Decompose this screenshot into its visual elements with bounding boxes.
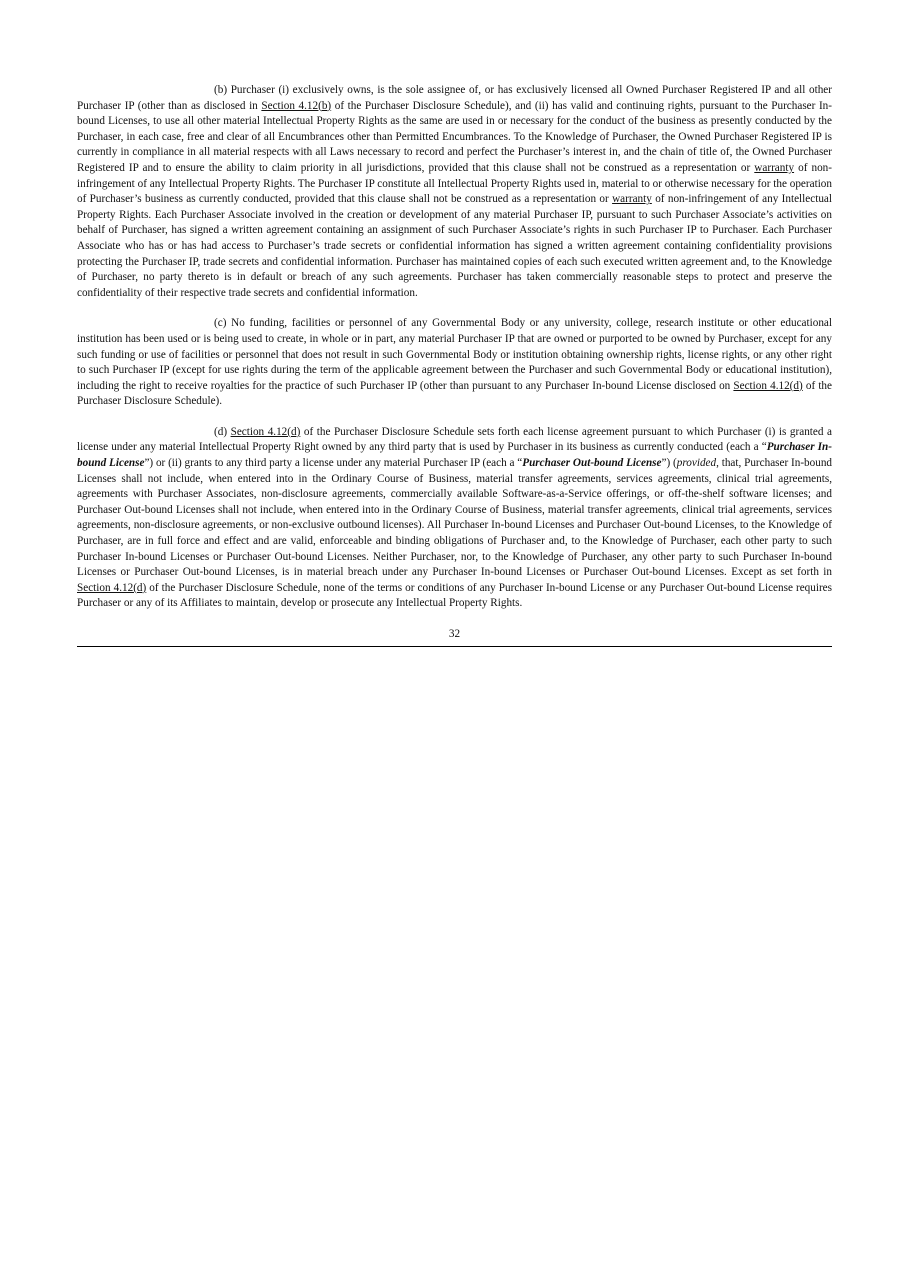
footer-divider xyxy=(77,646,832,647)
document-page xyxy=(77,83,832,647)
paragraph-d-text-1: (d) xyxy=(214,425,231,438)
paragraph-b-text-4: of non-infringement of any Intellectual Property Rights. Each Purchaser Associate involved in the creation or development of any material Purchaser IP, pursuant to such Purchaser Associate’s activities on behalf of Purchaser, has signed a written agreement containing an assignment of such Purchaser Associate’s rights in such Purchaser IP to Purchaser. Each Purchaser Associate who has or has had access to Purchaser’s trade secrets or confidential information has signed a written agreement containing confidentiality provisions protecting the Purchaser IP, trade secrets and confidential information. Purchaser has maintained copies of each such executed written agreement and, to the Knowledge of Purchaser, no party thereto is in default or breach of any such agreements. Purchaser has taken commercially reasonable steps to protect and preserve the confidentiality of their respective trade secrets and confidential information. xyxy=(77,193,832,299)
paragraph-c-text-1: (c) No funding, facilities or personnel of any Governmental Body or any university, college, research institute or other educational institution has been used or is being used to create, in whole or in part, any material Purchaser IP that are owned or purported to be owned by Purchaser, except for any such funding or use of facilities or personnel that does not result in such Governmental Body or institution obtaining ownership rights, license rights, or any other right to such Purchaser IP (except for use rights during the term of the applicable agreement between the Purchaser and such Governmental Body or educational institution), including the right to receive royalties for the practice of such Purchaser IP (other than pursuant to any Purchaser In-bound License disclosed on xyxy=(77,317,832,392)
paragraph-d xyxy=(77,425,832,612)
section-4-12-d-reference: Section 4.12(d) xyxy=(230,425,301,438)
paragraph-b-text-2: of the Purchaser Disclosure Schedule), and (ii) has valid and continuing rights, pursuant to the Purchaser In-bound Licenses, to use all other material Intellectual Property Rights as the same are used in or necessary for the conduct of the business as presently conducted by the Purchaser, in each case, free and clear of all Encumbrances other than Permitted Encumbrances. To the Knowledge of Purchaser, the Owned Purchaser Registered IP is currently in compliance in all material respects with all Laws necessary to record and perfect the Purchaser’s interest in, and the chain of title of, the Owned Purchaser Registered IP and to ensure the ability to claim priority in all jurisdictions, provided that this clause shall not be construed as a representation or xyxy=(77,99,832,174)
defined-term-in-bound-license: Purchaser In-bound License xyxy=(77,441,832,470)
page-number: 32 xyxy=(448,628,461,640)
warranty-reference-2: warranty xyxy=(612,193,652,206)
warranty-reference-1: warranty xyxy=(754,161,795,174)
paragraph-c-text-2: of the Purchaser Disclosure Schedule). xyxy=(77,379,832,408)
defined-term-out-bound-license: Purchaser Out-bound License xyxy=(522,457,662,470)
paragraph-c xyxy=(77,316,832,410)
section-4-12-d-reference: Section 4.12(d) xyxy=(77,581,147,594)
paragraph-d-text-3: ”) or (ii) grants to any third party a license under any material Purchaser IP (each a “ xyxy=(144,457,523,470)
paragraph-d-text-5: , that, Purchaser In-bound Licenses shall not include, when entered into in the Ordinary Course of Business, material transfer agreements, services agreements, clinical trial agreements, agreements with Purchaser Associates, non-disclosure agreements, commercially available Software-as-a-Service offerings, or off-the-shelf software licenses; and Purchaser Out-bound Licenses shall not include, when entered into in the Ordinary Course of Business, material transfer agreements, clinical trial agreements, services agreements, non-disclosure agreements, or non-exclusive outbound licenses). All Purchaser In-bound Licenses and Purchaser Out-bound Licenses, to the Knowledge of Purchaser, are in full force and effect and are valid, enforceable and binding obligations of Purchaser and, to the Knowledge of Purchaser, each other party to such Purchaser In-bound Licenses or Purchaser Out-bound Licenses. Neither Purchaser, nor, to the Knowledge of Purchaser, any other party to such Purchaser In-bound Licenses or Purchaser Out-bound Licenses, is in material breach under any Purchaser In-bound Licenses or Purchaser Out-bound Licenses. Except as set forth in xyxy=(77,457,833,579)
paragraph-b-text-3: of non-infringement of any Intellectual Property Rights. The Purchaser IP constitute all Intellectual Property Rights used in, material to or otherwise necessary for the operation of Purchaser’s business as currently conducted, provided that this clause shall not be construed as a representation or xyxy=(77,161,832,206)
paragraph-b xyxy=(77,83,832,301)
paragraph-b-text-1: (b) Purchaser (i) exclusively owns, is the sole assignee of, or has exclusively licensed all Owned Purchaser Registered IP and all other Purchaser IP (other than as disclosed in xyxy=(77,84,832,112)
paragraph-d-text-6: of the Purchaser Disclosure Schedule, none of the terms or conditions of any Purchaser In-bound License or any Purchaser Out-bound License requires Purchaser or any of its Affiliates to maintain, develop or prosecute any Intellectual Property Rights. xyxy=(77,581,833,610)
section-4-12-b-reference: Section 4.12(b) xyxy=(261,99,332,112)
paragraph-d-text-4: ”) ( xyxy=(661,457,677,470)
paragraph-d-text-2: of the Purchaser Disclosure Schedule sets forth each license agreement pursuant to which Purchaser (i) is granted a license under any material Intellectual Property Right owned by any third party that is used by Purchaser in its business as currently conducted (each a “ xyxy=(77,425,832,454)
section-4-12-d-reference: Section 4.12(d) xyxy=(733,379,803,392)
provided-italic: provided xyxy=(676,457,717,470)
